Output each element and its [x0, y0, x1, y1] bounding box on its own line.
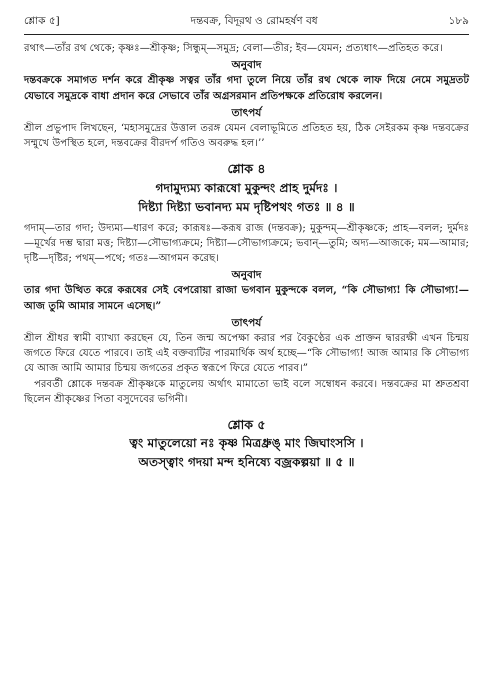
- purport-verse-4: শ্রীল শ্রীধর স্বামী ব্যাখ্যা করছেন যে, তিন জন্ম অপেক্ষা করার পর বৈকুণ্ঠের এক প্রাক্তন দ্বাররক্ষী এখন চিন্ময় জগতে ফিরে যেতে পারবে। তাই এই বক্তব্যটির পারমার্থিক অর্থ হচ্ছে—“কি সৌভাগ্য! আজ আমার কি সৌভাগ্য যে আজ আমি আমার চিন্ময় জগতের প্রকৃত স্বরূপে ফিরে যেতে পারব।”: [24, 333, 469, 375]
- purport-verse-3: শ্রীল প্রভুপাদ লিখছেন, ‘মহাসমুদ্রের উত্তাল তরঙ্গ যেমন বেলাভূমিতে প্রতিহত হয়, ঠিক সেইরকম কৃষ্ণ দন্তবক্রের সম্মুখে উপস্থিত হলে, দন্তবক্রের বীরদর্প গতিও অবরুদ্ধ হল।’’: [24, 123, 469, 150]
- verse-4-label: শ্লোক ৪: [227, 161, 266, 177]
- header-chapter-title: দন্তবক্র, বিদূরথ ও রোমহর্ষণ বধ: [190, 15, 318, 27]
- book-page: [24, 10, 469, 690]
- header-verse-ref: শ্লোক ৫]: [24, 15, 60, 27]
- translation-verse-4: তার গদা উত্থিত করে করূষের সেই বেপরোয়া রাজা ভগবান মুকুন্দকে বলল, “কি সৌভাগ্য! কি সৌভাগ্য!—আজ তুমি আমার সামনে এসেছ।”: [24, 284, 469, 312]
- verse-4-line-1: গদামুদ্যম্য কারূষো মুকুন্দং প্রাহ দুর্মদঃ ।: [155, 180, 338, 195]
- bridge-paragraph: পরবর্তী শ্লোকে দন্তবক্র শ্রীকৃষ্ণকে মাতুলেয় অর্থাৎ মামাতো ভাই বলে সম্বোধন করবে। দন্তবক্রের মা শ্রুতশ্রবা ছিলেন শ্রীকৃষ্ণের পিতা বসুদেবের ভগিনী।: [24, 378, 469, 405]
- word-for-word-verse-4: গদাম্—তার গদা; উদ্যম্য—ধারণ করে; কারূষঃ—করূষ রাজ (দন্তবক্র); মুকুন্দম্—শ্রীকৃষ্ণকে; প্রাহ—বলল; দুর্মদঃ—মূর্খের দম্ভ দ্বারা মত্ত; দিষ্ট্যা—সৌভাগ্যক্রমে; দিষ্ট্যা—সৌভাগ্যক্রমে; ভবান্—তুমি; অদ্য—আজকে; মম—আমার; দৃষ্টি—দৃষ্টির; পথম্—পথে; গতঃ—আগমন করেছ।: [24, 222, 469, 265]
- verse-4-line-2: দিষ্ট্যা দিষ্ট্যা ভবানদ্য মম দৃষ্টিপথং গতঃ ॥ ৪ ॥: [138, 199, 355, 214]
- purport-heading: তাৎপর্য: [231, 106, 262, 119]
- verse-5-label: শ্লোক ৫: [227, 417, 266, 433]
- verse-5-line-2: অতস্ত্বাং গদয়া মন্দ হনিষ্যে বজ্রকল্পয়া ॥ ৫ ॥: [138, 455, 355, 470]
- translation-heading: অনুবাদ: [231, 269, 262, 282]
- page-number: ১৮৯: [448, 15, 469, 27]
- word-for-word-verse-3: রথাৎ—তাঁর রথ থেকে; কৃষ্ণঃ—শ্রীকৃষ্ণ; সিন্ধুম্—সমুদ্র; বেলা—তীর; ইব—যেমন; প্রত্যধাৎ—প্রতিহত করে।: [24, 43, 443, 54]
- verse-5-line-1: ত্বং মাতুলেয়ো নঃ কৃষ্ণ মিত্রধ্রুঙ্ মাং জিঘাংসসি ।: [129, 436, 364, 451]
- purport-heading: তাৎপর্য: [231, 316, 262, 329]
- header-divider: [24, 34, 469, 35]
- running-header: [24, 10, 469, 32]
- page-body: [24, 41, 469, 472]
- translation-verse-3: দন্তবক্রকে সমাগত দর্শন করে শ্রীকৃষ্ণ সত্বর তাঁর গদা তুলে নিয়ে তাঁর রথ থেকে লাফ দিয়ে নেমে সমুদ্রতট যেভাবে সমুদ্রকে বাধা প্রদান করে সেভাবে তাঁর অগ্রসরমান প্রতিপক্ষকে প্রতিরোধ করলেন।: [24, 74, 469, 102]
- translation-heading: অনুবাদ: [231, 59, 262, 72]
